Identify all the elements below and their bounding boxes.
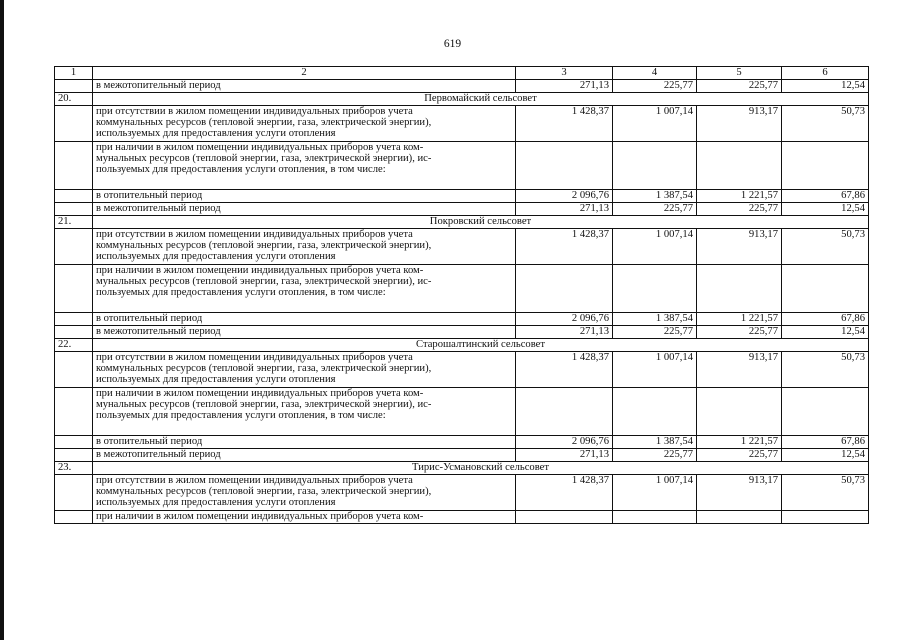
value-cell	[613, 511, 697, 524]
table-row	[55, 388, 869, 436]
row-number-cell	[55, 388, 93, 436]
value-cell: 1 007,14	[613, 475, 697, 511]
section-title-row	[55, 93, 869, 106]
column-header: 5	[697, 67, 782, 80]
value-cell: 2 096,76	[516, 190, 613, 203]
value-cell: 67,86	[782, 436, 869, 449]
column-header: 6	[782, 67, 869, 80]
value-cell: 225,77	[697, 80, 782, 93]
value-cell: 12,54	[782, 326, 869, 339]
value-cell: 12,54	[782, 449, 869, 462]
row-label: в отопительный период	[93, 190, 516, 203]
section-number: 22.	[55, 339, 93, 352]
value-cell: 2 096,76	[516, 313, 613, 326]
value-cell: 67,86	[782, 190, 869, 203]
value-cell: 1 221,57	[697, 190, 782, 203]
row-label: в межотопительный период	[93, 203, 516, 216]
section-title: Покровский сельсовет	[93, 216, 869, 229]
value-cell	[782, 142, 869, 190]
row-label: в межотопительный период	[93, 326, 516, 339]
value-cell: 50,73	[782, 106, 869, 142]
value-cell	[782, 265, 869, 313]
row-number-cell	[55, 229, 93, 265]
row-number-cell	[55, 475, 93, 511]
row-description: при отсутствии в жилом помещении индивидуальных приборов учета коммунальных ресурсов (тепловой энергии, газа, электрической энергии), используемых для предоставления услуги отопления	[93, 475, 516, 511]
row-label: в межотопительный период	[93, 449, 516, 462]
row-label: в отопительный период	[93, 313, 516, 326]
value-cell: 2 096,76	[516, 436, 613, 449]
row-number-cell	[55, 203, 93, 216]
value-cell: 225,77	[613, 80, 697, 93]
value-cell: 1 428,37	[516, 229, 613, 265]
row-number-cell	[55, 511, 93, 524]
value-cell: 1 221,57	[697, 436, 782, 449]
value-cell: 67,86	[782, 313, 869, 326]
value-cell: 225,77	[697, 449, 782, 462]
table-row	[55, 229, 869, 265]
value-cell: 1 007,14	[613, 229, 697, 265]
value-cell: 225,77	[613, 449, 697, 462]
section-title-row	[55, 216, 869, 229]
section-title-row	[55, 339, 869, 352]
row-number-cell	[55, 449, 93, 462]
section-title: Первомайский сельсовет	[93, 93, 869, 106]
section-number: 23.	[55, 462, 93, 475]
table-row	[55, 190, 869, 203]
row-number-cell	[55, 265, 93, 313]
value-cell: 913,17	[697, 352, 782, 388]
row-number-cell	[55, 352, 93, 388]
value-cell: 1 387,54	[613, 436, 697, 449]
value-cell: 225,77	[697, 326, 782, 339]
value-cell	[516, 511, 613, 524]
value-cell: 913,17	[697, 229, 782, 265]
value-cell	[697, 265, 782, 313]
column-header: 2	[93, 67, 516, 80]
value-cell: 50,73	[782, 352, 869, 388]
value-cell	[613, 388, 697, 436]
tariff-table	[54, 66, 869, 524]
row-description: при отсутствии в жилом помещении индивидуальных приборов учета коммунальных ресурсов (тепловой энергии, газа, электрической энергии), используемых для предоставления услуги отопления	[93, 229, 516, 265]
value-cell	[516, 142, 613, 190]
value-cell: 913,17	[697, 475, 782, 511]
table-row	[55, 313, 869, 326]
value-cell	[697, 388, 782, 436]
value-cell	[613, 142, 697, 190]
section-number: 21.	[55, 216, 93, 229]
section-title-row	[55, 462, 869, 475]
row-description: при наличии в жилом помещении индивидуальных приборов учета ком-	[93, 511, 516, 524]
value-cell: 1 387,54	[613, 190, 697, 203]
table-row	[55, 436, 869, 449]
table-row	[55, 265, 869, 313]
row-description: при наличии в жилом помещении индивидуальных приборов учета ком- мунальных ресурсов (тепловой энергии, газа, электрической энергии), ис- пользуемых для предоставления услуги отопления, в том числе:	[93, 142, 516, 190]
value-cell	[697, 511, 782, 524]
value-cell	[613, 265, 697, 313]
value-cell: 271,13	[516, 326, 613, 339]
value-cell: 913,17	[697, 106, 782, 142]
value-cell: 1 221,57	[697, 313, 782, 326]
table-header-row	[55, 67, 869, 80]
table-row	[55, 80, 869, 93]
value-cell: 1 428,37	[516, 352, 613, 388]
value-cell: 271,13	[516, 203, 613, 216]
row-number-cell	[55, 106, 93, 142]
value-cell: 50,73	[782, 229, 869, 265]
value-cell	[782, 511, 869, 524]
row-description: при наличии в жилом помещении индивидуальных приборов учета ком- мунальных ресурсов (тепловой энергии, газа, электрической энергии), ис- пользуемых для предоставления услуги отопления, в том числе:	[93, 265, 516, 313]
row-description: при отсутствии в жилом помещении индивидуальных приборов учета коммунальных ресурсов (тепловой энергии, газа, электрической энергии), используемых для предоставления услуги отопления	[93, 352, 516, 388]
row-label: в межотопительный период	[93, 80, 516, 93]
row-number-cell	[55, 313, 93, 326]
row-number-cell	[55, 142, 93, 190]
table-row	[55, 203, 869, 216]
section-number: 20.	[55, 93, 93, 106]
value-cell	[782, 388, 869, 436]
value-cell: 50,73	[782, 475, 869, 511]
row-number-cell	[55, 326, 93, 339]
value-cell	[516, 265, 613, 313]
page-left-edge	[0, 0, 4, 640]
tariff-table-body	[55, 67, 869, 524]
table-row	[55, 449, 869, 462]
row-description: при отсутствии в жилом помещении индивидуальных приборов учета коммунальных ресурсов (тепловой энергии, газа, электрической энергии), используемых для предоставления услуги отопления	[93, 106, 516, 142]
row-label: в отопительный период	[93, 436, 516, 449]
value-cell: 12,54	[782, 203, 869, 216]
section-title: Тирис-Усмановский сельсовет	[93, 462, 869, 475]
row-number-cell	[55, 80, 93, 93]
table-row	[55, 511, 869, 524]
table-row	[55, 352, 869, 388]
value-cell: 12,54	[782, 80, 869, 93]
value-cell: 225,77	[613, 326, 697, 339]
value-cell: 1 007,14	[613, 352, 697, 388]
section-title: Старошалтинский сельсовет	[93, 339, 869, 352]
row-description: при наличии в жилом помещении индивидуальных приборов учета ком- мунальных ресурсов (тепловой энергии, газа, электрической энергии), ис- пользуемых для предоставления услуги отопления, в том числе:	[93, 388, 516, 436]
page-number: 619	[443, 38, 462, 50]
row-number-cell	[55, 436, 93, 449]
value-cell	[516, 388, 613, 436]
value-cell: 225,77	[613, 203, 697, 216]
value-cell: 225,77	[697, 203, 782, 216]
value-cell: 1 428,37	[516, 475, 613, 511]
value-cell: 271,13	[516, 80, 613, 93]
column-header: 1	[55, 67, 93, 80]
value-cell: 1 428,37	[516, 106, 613, 142]
value-cell: 1 387,54	[613, 313, 697, 326]
column-header: 3	[516, 67, 613, 80]
table-row	[55, 142, 869, 190]
value-cell: 271,13	[516, 449, 613, 462]
column-header: 4	[613, 67, 697, 80]
row-number-cell	[55, 190, 93, 203]
value-cell	[697, 142, 782, 190]
table-row	[55, 106, 869, 142]
value-cell: 1 007,14	[613, 106, 697, 142]
table-row	[55, 326, 869, 339]
table-row	[55, 475, 869, 511]
